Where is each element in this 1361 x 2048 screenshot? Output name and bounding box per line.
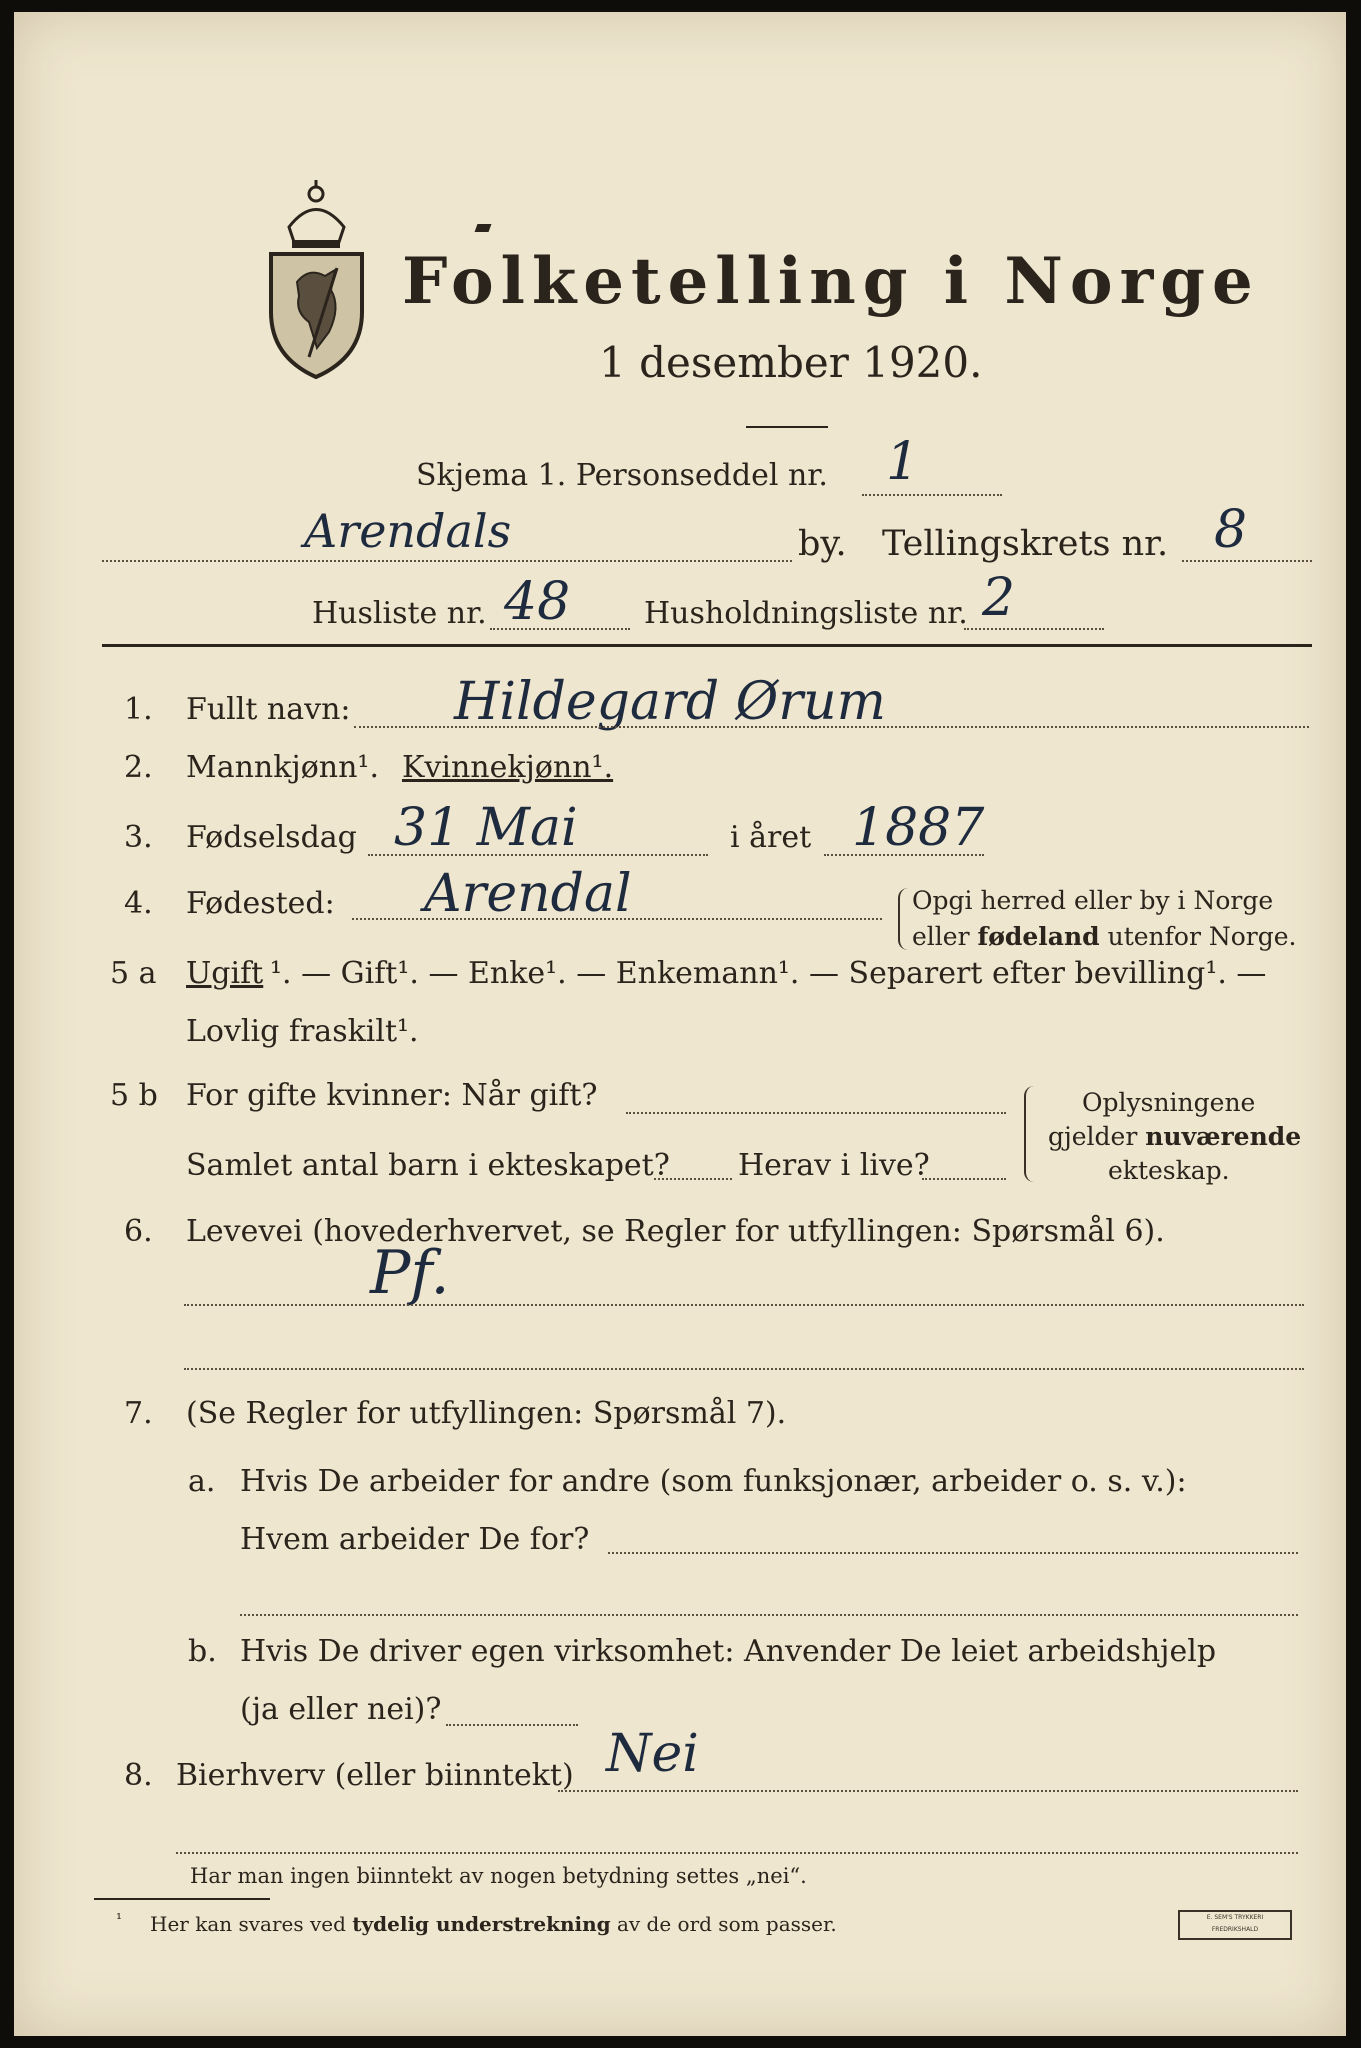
q3-number: 3. — [124, 820, 153, 855]
q5b-children-label: Samlet antal barn i ekteskapet? — [186, 1148, 670, 1183]
birthplace-line — [352, 918, 882, 920]
occupation-line-2 — [184, 1368, 1304, 1370]
q4-note-line2: eller fødeland utenfor Norge. — [912, 922, 1297, 951]
q7-number: 7. — [124, 1396, 153, 1431]
krets-value[interactable]: 8 — [1214, 500, 1248, 560]
q5b-number: 5 b — [110, 1078, 158, 1113]
birth-year-line — [824, 854, 984, 856]
occupation-value[interactable]: Pf. — [370, 1238, 450, 1308]
printer-stamp: E. SEM'S TRYKKERI FREDRIKSHALD — [1178, 1910, 1292, 1940]
q8-label: Bierhverv (eller biinntekt) — [176, 1758, 574, 1793]
side-income-value[interactable]: Nei — [606, 1724, 699, 1784]
employer-line-2 — [240, 1614, 1298, 1616]
q5b-note-line3: ekteskap. — [1108, 1156, 1230, 1185]
personseddel-line — [862, 494, 1002, 496]
q3-label: Fødselsdag — [186, 820, 357, 855]
form-date: 1 desember 1920. — [599, 338, 983, 387]
q2-number: 2. — [124, 750, 153, 785]
birth-day-line — [368, 854, 708, 856]
form-title: Folketelling i Norge — [402, 244, 1260, 319]
gender-male-option[interactable]: Mannkjønn¹. — [186, 750, 379, 785]
biinntekt-note: Har man ingen biinntekt av nogen betydning settes „nei“. — [190, 1864, 807, 1888]
schema-label: Skjema 1. Personseddel nr. — [416, 458, 828, 493]
birth-day-value[interactable]: 31 Mai — [394, 798, 578, 858]
q5b-note-brace — [1024, 1086, 1036, 1182]
title-divider — [746, 426, 828, 428]
q8-number: 8. — [124, 1758, 153, 1793]
footnote-rule — [94, 1898, 270, 1900]
q3-year-label: i året — [730, 820, 812, 855]
q4-label: Fødested: — [186, 886, 335, 921]
full-name-line — [354, 726, 1309, 728]
by-line — [102, 560, 792, 562]
occupation-line-1 — [184, 1304, 1304, 1306]
marital-other-options[interactable]: ¹. — Gift¹. — Enke¹. — Enkemann¹. — Separert efter bevilling¹. — — [270, 956, 1267, 991]
q7a-number: a. — [188, 1464, 216, 1499]
accent-mark — [475, 224, 492, 232]
q7b-number: b. — [188, 1634, 217, 1669]
birthplace-value[interactable]: Arendal — [424, 864, 632, 924]
employer-line-1 — [608, 1552, 1298, 1554]
children-alive-line — [922, 1178, 1006, 1180]
birth-year-value[interactable]: 1887 — [852, 798, 985, 858]
by-label: by. — [798, 524, 847, 564]
children-total-line — [654, 1178, 732, 1180]
footnote-text: Her kan svares ved tydelig understrekning av de ord som passer. — [150, 1912, 837, 1936]
q7a-text: Hvis De arbeider for andre (som funksjonær, arbeider o. s. v.): — [240, 1464, 1187, 1499]
q7a-question: Hvem arbeider De for? — [240, 1522, 590, 1557]
husholdning-value[interactable]: 2 — [982, 568, 1016, 628]
q7b-question: (ja eller nei)? — [240, 1692, 442, 1727]
q5b-label: For gifte kvinner: Når gift? — [186, 1078, 598, 1113]
krets-label: Tellingskrets nr. — [882, 524, 1169, 564]
marital-fraskilt-option[interactable]: Lovlig fraskilt¹. — [186, 1014, 419, 1049]
gender-female-option[interactable]: Kvinnekjønn¹. — [402, 750, 614, 785]
q7-label: (Se Regler for utfyllingen: Spørsmål 7). — [186, 1396, 787, 1431]
q4-note-line1: Opgi herred eller by i Norge — [912, 886, 1274, 915]
side-income-line-1 — [558, 1790, 1298, 1792]
q6-number: 6. — [124, 1214, 153, 1249]
husliste-value[interactable]: 48 — [504, 572, 571, 632]
footnote-mark: ¹ — [116, 1910, 123, 1928]
q5b-alive-label: Herav i live? — [738, 1148, 930, 1183]
q4-note-brace — [898, 888, 908, 950]
personseddel-number-value[interactable]: 1 — [886, 432, 920, 492]
marital-ugift-option[interactable]: Ugift — [186, 956, 264, 991]
krets-line — [1182, 560, 1312, 562]
q6-label: Levevei (hovederhvervet, se Regler for utfyllingen: Spørsmål 6). — [186, 1214, 1165, 1249]
married-when-line — [626, 1112, 1006, 1114]
q5a-number: 5 a — [110, 956, 157, 991]
norway-coat-of-arms-icon — [259, 172, 374, 382]
husholdning-label: Husholdningsliste nr. — [644, 596, 968, 631]
q1-number: 1. — [124, 692, 153, 727]
side-income-line-2 — [176, 1852, 1298, 1854]
q4-number: 4. — [124, 886, 153, 921]
husliste-line — [490, 628, 630, 630]
husholdning-line — [964, 628, 1104, 630]
q1-label: Fullt navn: — [186, 692, 351, 727]
full-name-value[interactable]: Hildegard Ørum — [454, 672, 886, 732]
husliste-label: Husliste nr. — [312, 596, 487, 631]
by-value[interactable]: Arendals — [304, 504, 512, 558]
q5b-note-line1: Oplysningene — [1082, 1088, 1256, 1117]
q5b-note-line2: gjelder nuværende — [1048, 1122, 1302, 1151]
hired-help-line — [446, 1724, 578, 1726]
census-form-sheet — [14, 12, 1346, 2036]
q7b-text: Hvis De driver egen virksomhet: Anvender De leiet arbeidshjelp — [240, 1634, 1217, 1669]
header-rule — [102, 644, 1312, 647]
